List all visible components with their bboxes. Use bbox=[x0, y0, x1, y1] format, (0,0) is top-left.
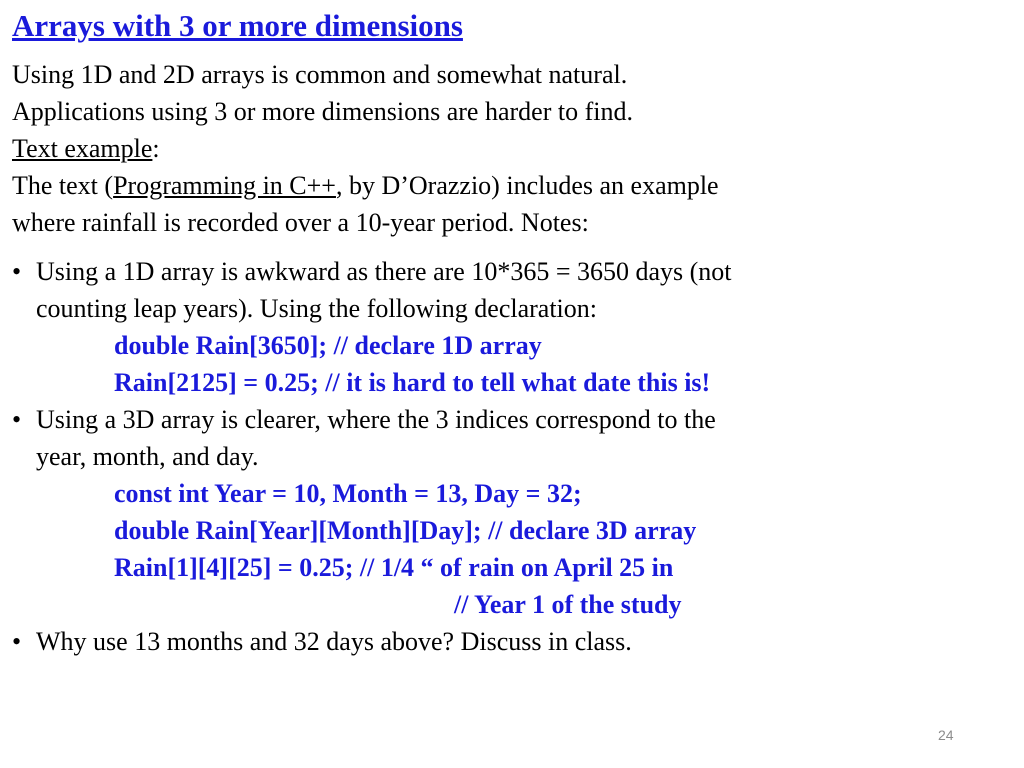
text-example-heading bbox=[12, 130, 719, 167]
intro-line-4-suffix: , by D’Orazzio) includes an example bbox=[335, 171, 719, 200]
intro-line-4 bbox=[12, 167, 719, 204]
code-line-continued: // Year 1 of the study bbox=[454, 590, 682, 619]
code-line: Rain[2125] = 0.25; // it is hard to tell what date this is! bbox=[114, 368, 711, 397]
slide-title: Arrays with 3 or more dimensions bbox=[12, 8, 463, 43]
code-line: Rain[1][4][25] = 0.25; // 1/4 “ of rain on April 25 in bbox=[114, 553, 674, 582]
bullet-text-line: counting leap years). Using the following declaration: bbox=[36, 294, 598, 323]
text-example-label: Text example bbox=[12, 134, 153, 163]
intro-line-1: Using 1D and 2D arrays is common and somewhat natural. bbox=[12, 60, 628, 89]
intro-line-4-prefix: The text ( bbox=[12, 171, 114, 200]
bullet-text-line: Using a 1D array is awkward as there are 10*365 = 3650 days (not bbox=[36, 257, 732, 286]
bullet-icon: • bbox=[12, 257, 22, 286]
page-number: 24 bbox=[938, 727, 954, 743]
intro-paragraph bbox=[12, 56, 719, 241]
intro-line-2: Applications using 3 or more dimensions are harder to find. bbox=[12, 97, 633, 126]
code-line: double Rain[3650]; // declare 1D array bbox=[114, 331, 542, 360]
bullet-list bbox=[12, 253, 732, 660]
bullet-item-1d-array bbox=[12, 253, 732, 401]
bullet-text-line: Why use 13 months and 32 days above? Discuss in class. bbox=[36, 627, 632, 656]
code-line: double Rain[Year][Month][Day]; // declare 3D array bbox=[114, 516, 697, 545]
bullet-text-line: Using a 3D array is clearer, where the 3 indices correspond to the bbox=[36, 405, 716, 434]
bullet-item-3d-array bbox=[12, 401, 732, 623]
code-line: const int Year = 10, Month = 13, Day = 32; bbox=[114, 479, 582, 508]
book-title: Programming in C++ bbox=[113, 171, 336, 200]
intro-line-5: where rainfall is recorded over a 10-year period. Notes: bbox=[12, 208, 589, 237]
bullet-item-discussion bbox=[12, 623, 732, 660]
bullet-icon: • bbox=[12, 405, 22, 434]
bullet-text-line: year, month, and day. bbox=[36, 442, 259, 471]
text-example-colon: : bbox=[152, 134, 160, 163]
bullet-icon: • bbox=[12, 627, 22, 656]
